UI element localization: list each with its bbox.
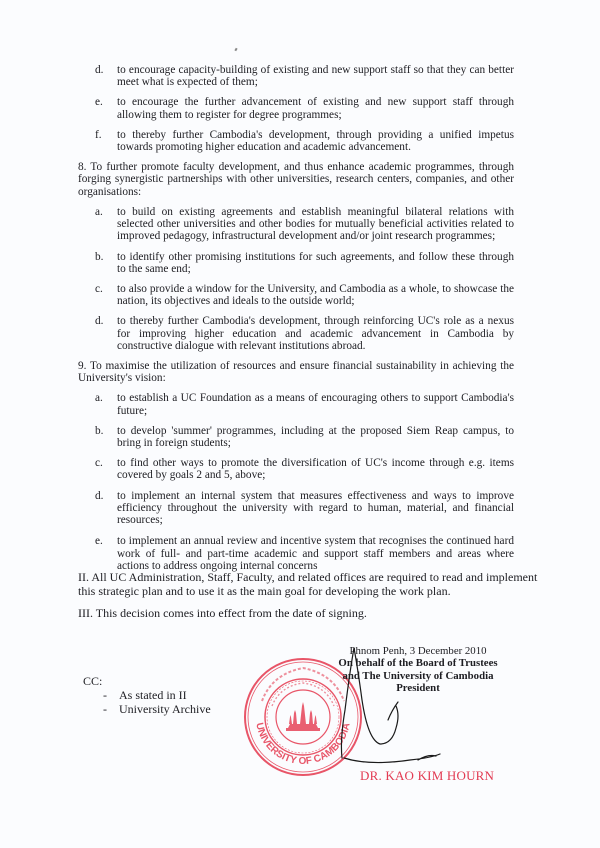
item-text: to thereby further Cambodia's development, through providing a unified impetus towards promoting higher education and academic advancement. bbox=[117, 128, 514, 154]
cc-list bbox=[83, 674, 211, 716]
section8-item-c bbox=[78, 283, 514, 308]
item-label: d. bbox=[95, 489, 104, 502]
dash-bullet: - bbox=[103, 688, 107, 702]
section7-item-f bbox=[78, 129, 514, 154]
item-label: b. bbox=[95, 250, 104, 263]
item-label: c. bbox=[95, 282, 103, 295]
item-label: b. bbox=[95, 424, 104, 437]
section9-item-a bbox=[78, 392, 514, 417]
item-text: to implement an internal system that measures effectiveness and ways to improve efficiency throughout the university with regard to human, material, and financial resources; bbox=[117, 489, 514, 527]
handwritten-signature bbox=[340, 640, 520, 770]
section9-heading: 9. To maximise the utilization of resources and ensure financial sustainability in achieving the University's vision: bbox=[78, 360, 514, 385]
section7-item-d bbox=[78, 64, 514, 89]
article-2: II. All UC Administration, Staff, Faculty, and related offices are required to read and implement this strategic plan and to use it as the main goal for developing the work plan. bbox=[78, 570, 538, 598]
section9-item-b bbox=[78, 425, 514, 450]
item-text: to find other ways to promote the diversification of UC's income through e.g. items covered by goals 2 and 5, above; bbox=[117, 457, 514, 482]
cc-item-text: University Archive bbox=[119, 702, 211, 716]
section7-item-e bbox=[78, 96, 514, 121]
signatory-line-1: On behalf of the Board of Trustees bbox=[338, 657, 498, 670]
item-label: c. bbox=[95, 457, 103, 470]
section8-item-d bbox=[78, 315, 514, 352]
section9-item-d bbox=[78, 490, 514, 527]
section9-item-e bbox=[78, 535, 514, 572]
signatory-title: President bbox=[396, 681, 440, 694]
item-text: to implement an annual review and incentive system that recognises the continued hard work of full- and part-time academic and support staff members and areas where actions to address ongoing internal concerns bbox=[117, 535, 514, 573]
seal-text: UNIVERSITY OF CAMBODIA bbox=[253, 721, 353, 768]
item-label: d. bbox=[95, 315, 104, 328]
place-date: Phnom Penh, 3 December 2010 bbox=[349, 645, 487, 657]
seal-temple-icon bbox=[286, 702, 320, 731]
item-text: to encourage capacity-building of existing and new support staff so that they can better meet what is expected of them; bbox=[117, 64, 514, 89]
item-text: to establish a UC Foundation as a means of encouraging others to support Cambodia's future; bbox=[117, 392, 514, 417]
item-text: to thereby further Cambodia's development, through reinforcing UC's role as a nexus for improving higher education and academic advancement in Cambodia by constructive dialogue with relevant institutions abroad. bbox=[117, 315, 514, 352]
article-3: III. This decision comes into effect from the date of signing. bbox=[78, 606, 367, 620]
cc-label: CC: bbox=[83, 674, 103, 688]
item-label: a. bbox=[95, 392, 103, 405]
stray-mark bbox=[234, 48, 237, 52]
dash-bullet: - bbox=[103, 702, 107, 716]
item-label: a. bbox=[95, 205, 103, 218]
section9-item-c bbox=[78, 457, 514, 482]
signatory-name: DR. KAO KIM HOURN bbox=[360, 768, 495, 783]
item-label: e. bbox=[95, 96, 103, 109]
section8-heading: 8. To further promote faculty development, and thus enhance academic programmes, through forging synergistic partnerships with other universities, research centers, companies, and other organisations: bbox=[78, 161, 514, 198]
document-body bbox=[78, 64, 514, 580]
cc-item bbox=[83, 688, 211, 702]
item-label: d. bbox=[95, 64, 104, 76]
item-text: to identify other promising institutions for such agreements, and follow these through to the same end; bbox=[117, 250, 514, 275]
section8-item-a bbox=[78, 206, 514, 243]
item-text: to develop 'summer' programmes, including at the proposed Siem Reap campus, to bring in foreign students; bbox=[117, 424, 514, 450]
section8-item-b bbox=[78, 251, 514, 276]
item-text: to encourage the further advancement of existing and new support staff through allowing them to register for degree programmes; bbox=[117, 96, 514, 121]
item-label: f. bbox=[95, 128, 102, 141]
item-text: to also provide a window for the University, and Cambodia as a whole, to showcase the nation, its objectives and ideals to the outside world; bbox=[117, 282, 514, 308]
cc-item bbox=[83, 702, 211, 716]
cc-item-text: As stated in II bbox=[119, 688, 187, 702]
closing-articles bbox=[78, 570, 548, 628]
item-text: to build on existing agreements and establish meaningful bilateral relations with selected other universities and other bodies for mutually beneficial activities related to improved pedagogy, infrastructural development and/or joint research programmes; bbox=[117, 205, 514, 243]
signatory-line-2: and The University of Cambodia bbox=[342, 669, 494, 682]
item-label: e. bbox=[95, 535, 103, 548]
